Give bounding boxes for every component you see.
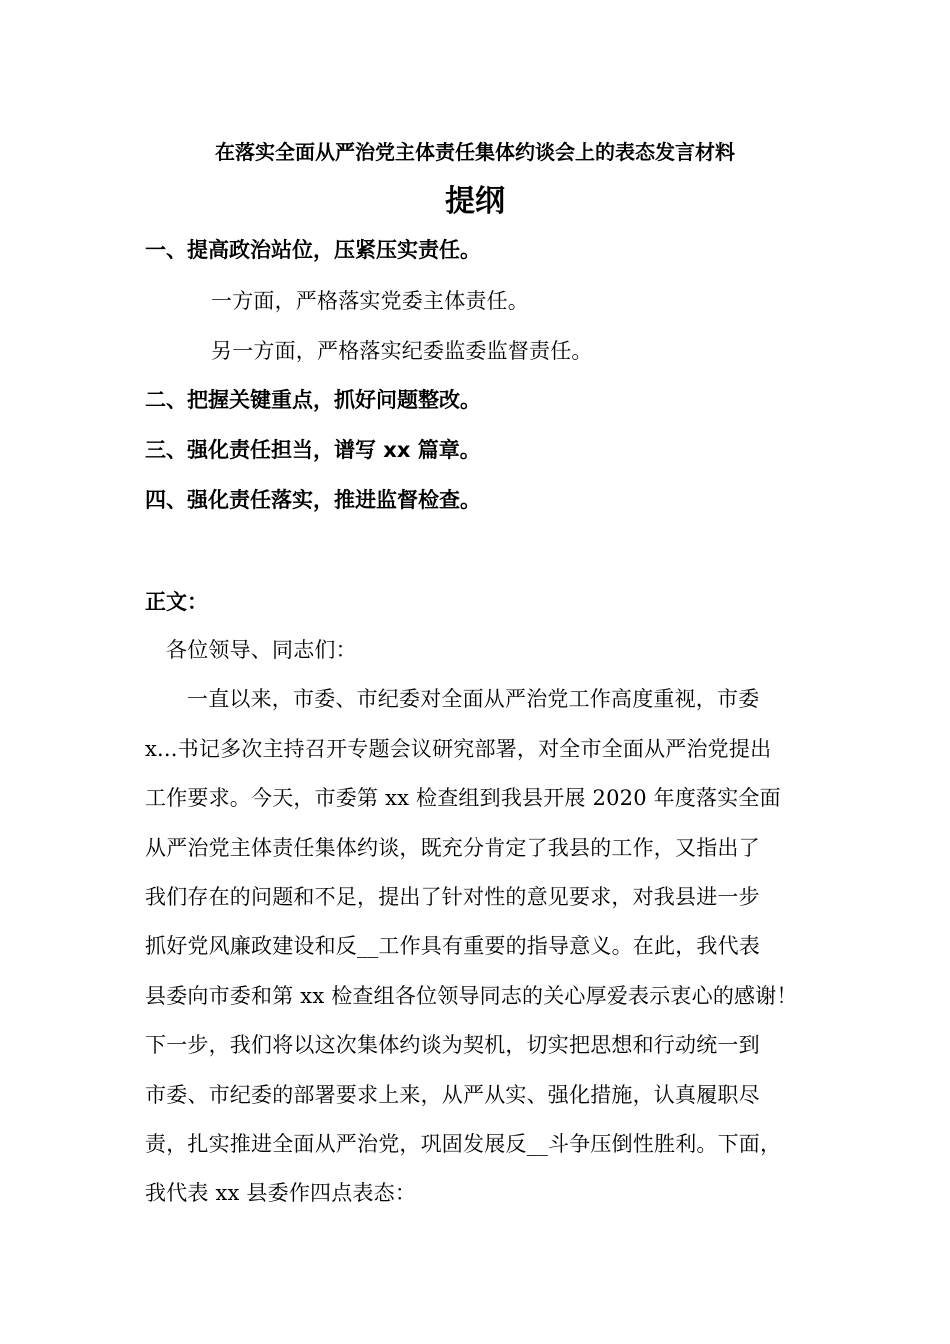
paragraph-line: 责，扎实推进全面从严治党，巩固发展反__斗争压倒性胜利。下面，	[145, 1132, 782, 1156]
outline-item-2: 二、把握关键重点，抓好问题整改。	[145, 388, 481, 412]
paragraph-line: 我们存在的问题和不足，提出了针对性的意见要求，对我县进一步	[145, 885, 760, 909]
document-title: 在落实全面从严治党主体责任集体约谈会上的表态发言材料	[215, 140, 735, 164]
outline-subitem-1: 一方面，严格落实党委主体责任。	[211, 289, 529, 313]
paragraph-line: 市委、市纪委的部署要求上来，从严从实、强化措施，认真履职尽	[145, 1083, 760, 1107]
outline-heading: 提纲	[445, 184, 505, 219]
paragraph-line: 抓好党风廉政建设和反__工作具有重要的指导意义。在此，我代表	[145, 934, 760, 958]
paragraph-line: 下一步，我们将以这次集体约谈为契机，切实把思想和行动统一到	[145, 1033, 760, 1057]
outline-item-1: 一、提高政治站位，压紧压实责任。	[145, 238, 481, 262]
paragraph-line: 县委向市委和第 xx 检查组各位领导同志的关心厚爱表示衷心的感谢！	[145, 984, 798, 1008]
outline-subitem-2: 另一方面，严格落实纪委监委监督责任。	[211, 339, 593, 363]
outline-item-3: 三、强化责任担当，谱写 xx 篇章。	[145, 438, 481, 462]
paragraph-line: 工作要求。今天，市委第 xx 检查组到我县开展 2020 年度落实全面	[145, 786, 781, 810]
paragraph-line: 从严治党主体责任集体约谈，既充分肯定了我县的工作，又指出了	[145, 836, 760, 860]
body-label: 正文：	[145, 590, 208, 614]
salutation: 各位领导、同志们：	[166, 638, 357, 662]
paragraph-line: 一直以来，市委、市纪委对全面从严治党工作高度重视，市委	[187, 687, 760, 711]
paragraph-line: x...书记多次主持召开专题会议研究部署，对全市全面从严治党提出	[145, 737, 772, 761]
paragraph-line: 我代表 xx 县委作四点表态：	[145, 1181, 417, 1205]
outline-item-4: 四、强化责任落实，推进监督检查。	[145, 488, 481, 512]
